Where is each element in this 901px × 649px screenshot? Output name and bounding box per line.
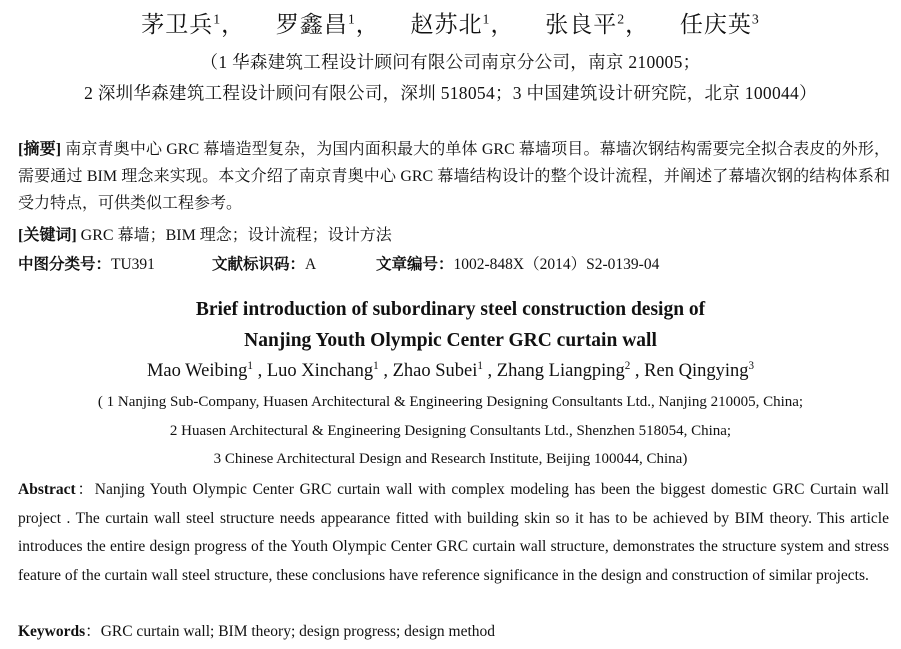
english-abstract-label: Abstract bbox=[18, 481, 76, 498]
english-author: Zhao Subei$^1$ bbox=[392, 359, 483, 381]
english-author: Luo Xinchang$^1$ bbox=[266, 359, 379, 381]
chinese-affiliation-line: 2 深圳华森建筑工程设计顾问有限公司，深圳 518054；3 中国建筑设计研究院，北京 100044） bbox=[84, 83, 817, 103]
english-author-list: Mao Weibing$^1$ , Luo Xinchang$^1$ , Zhao Subei$^1$ , Zhang Liangping$^2$ , Ren Qingying$^3$ bbox=[146, 359, 755, 381]
english-author: Mao Weibing$^1$ bbox=[146, 359, 253, 381]
clc-number: 中图分类号：TU391 bbox=[18, 256, 155, 273]
english-author: Ren Qingying$^3$ bbox=[644, 359, 755, 381]
english-affiliation-line: 3 Chinese Architectural Design and Research Institute, Beijing 100044, China) bbox=[213, 451, 688, 467]
classification-meta bbox=[18, 252, 659, 274]
chinese-author: 罗鑫昌$^1$， bbox=[275, 11, 380, 37]
chinese-author-list bbox=[0, 6, 901, 39]
english-keywords: Keywords：GRC curtain wall; BIM theory; design progress; design method bbox=[18, 623, 496, 640]
english-title-line: Nanjing Youth Olympic Center GRC curtain wall bbox=[244, 330, 657, 351]
english-author: Zhang Liangping$^2$ bbox=[496, 359, 631, 381]
english-affiliation-line: 2 Huasen Architectural & Engineering Designing Consultants Ltd., Shenzhen 518054, China; bbox=[169, 423, 732, 439]
english-title-line: Brief introduction of subordinary steel construction design of bbox=[195, 299, 706, 320]
chinese-keywords bbox=[18, 222, 392, 245]
chinese-keywords-text: GRC 幕墙；BIM 理念；设计流程；设计方法 bbox=[80, 227, 392, 244]
english-affiliation-line: ( 1 Nanjing Sub-Company, Huasen Architectural & Engineering Designing Consultants Ltd., Nanjing 210005, China; bbox=[97, 394, 804, 410]
chinese-abstract-label: [摘要] bbox=[18, 141, 62, 158]
chinese-affiliation-line: （1 华森建筑工程设计顾问有限公司南京分公司，南京 210005； bbox=[200, 52, 701, 72]
english-abstract-text: Nanjing Youth Olympic Center GRC curtain wall with complex modeling has been the biggest domestic GRC Curtain wall project . The curtain wall steel structure needs appearance fitted with building skin so it has to be achieved by BIM theory. This article introduces the entire design progress of the Youth Olympic Center GRC curtain wall structure, demonstrates the structure system and stress feature of the curtain wall steel structure, these conclusions have reference significance in the design and construction of similar projects. bbox=[18, 481, 889, 584]
chinese-abstract-text: 南京青奥中心 GRC 幕墙造型复杂，为国内面积最大的单体 GRC 幕墙项目。幕墙次钢结构需要完全拟合表皮的外形，需要通过 BIM 理念来实现。本文介绍了南京青奥中心 GRC 幕墙结构设计的整个设计流程，并阐述了幕墙次钢的结构体系和受力特点，可供类似工程参考。 bbox=[18, 141, 890, 212]
english-keywords-label: Keywords bbox=[18, 623, 86, 640]
english-abstract: Abstract：Nanjing Youth Olympic Center GRC curtain wall with complex modeling has been the biggest domestic GRC Curtain wall project . The curtain wall steel structure needs appearance fitted with building skin so it has to be achieved by BIM theory. This article introduces the entire design progress of the Youth Olympic Center GRC curtain wall structure, demonstrates the structure system and stress feature of the curtain wall steel structure, these conclusions have reference significance in the design and construction of similar projects. bbox=[18, 481, 889, 584]
chinese-abstract bbox=[18, 136, 890, 217]
document-code: 文献标识码：A bbox=[212, 256, 317, 273]
chinese-author: 赵苏北$^1$， bbox=[410, 11, 515, 37]
english-keywords-text: GRC curtain wall; BIM theory; design progress; design method bbox=[100, 623, 496, 640]
chinese-author: 任庆英$^3$ bbox=[679, 11, 760, 37]
chinese-keywords-label: [关键词] bbox=[18, 227, 77, 244]
article-number: 文章编号：1002-848X（2014）S2-0139-04 bbox=[376, 256, 660, 273]
chinese-author: 茅卫兵$^1$， bbox=[141, 11, 246, 37]
chinese-author: 张良平$^2$， bbox=[545, 11, 650, 37]
